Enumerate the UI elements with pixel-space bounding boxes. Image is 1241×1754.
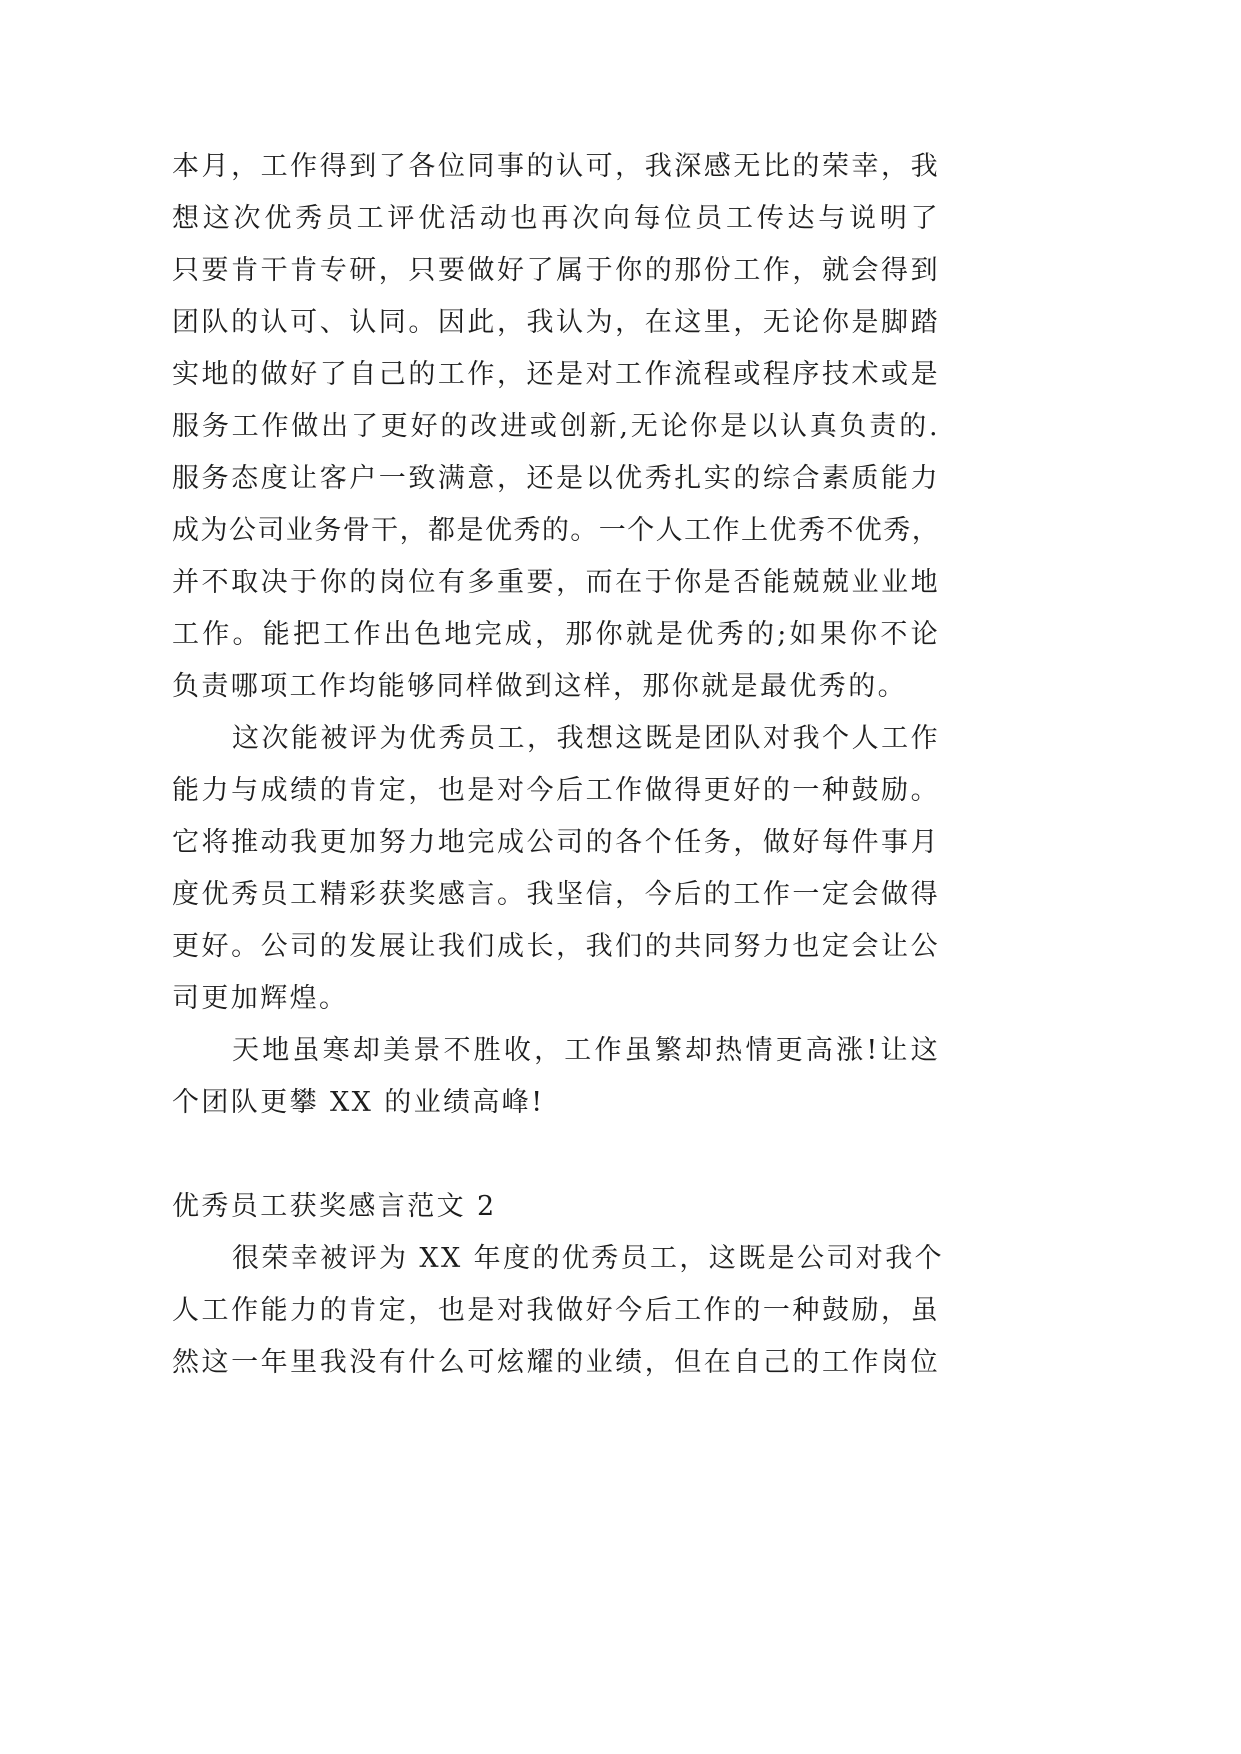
text-line: 本月，工作得到了各位同事的认可，我深感无比的荣幸，我 [172,151,940,182]
text-line: 天地虽寒却美景不胜收，工作虽繁却热情更高涨!让这 [232,1035,940,1066]
text-line: 团队的认可、认同。因此，我认为，在这里，无论你是脚踏 [172,307,940,338]
text-line: 想这次优秀员工评优活动也再次向每位员工传达与说明了 [172,203,940,234]
text-line: 很荣幸被评为 XX 年度的优秀员工，这既是公司对我个 [232,1243,945,1274]
paragraph [172,1233,945,1389]
text-line: 工作。能把工作出色地完成，那你就是优秀的;如果你不论 [172,619,940,650]
text-line: 这次能被评为优秀员工，我想这既是团队对我个人工作 [232,723,940,754]
text-line: 能力与成绩的肯定，也是对今后工作做得更好的一种鼓励。 [172,775,940,806]
text-line: 司更加辉煌。 [172,983,349,1014]
blank-line [172,1129,940,1181]
text-line: 实地的做好了自己的工作，还是对工作流程或程序技术或是 [172,359,940,390]
text-line: 它将推动我更加努力地完成公司的各个任务，做好每件事月 [172,827,940,858]
section-heading: 优秀员工获奖感言范文 2 [172,1191,497,1222]
document-body [172,141,945,1389]
text-line: 负责哪项工作均能够同样做到这样，那你就是最优秀的。 [172,671,907,702]
paragraph [172,713,940,1025]
text-line: 人工作能力的肯定，也是对我做好今后工作的一种鼓励，虽 [172,1295,940,1326]
text-line: 度优秀员工精彩获奖感言。我坚信，今后的工作一定会做得 [172,879,940,910]
text-line: 成为公司业务骨干，都是优秀的。一个人工作上优秀不优秀， [172,515,940,546]
text-line: 更好。公司的发展让我们成长，我们的共同努力也定会让公 [172,931,940,962]
paragraph [172,141,940,713]
text-line: 然这一年里我没有什么可炫耀的业绩，但在自己的工作岗位 [172,1347,940,1378]
text-line: 服务态度让客户一致满意，还是以优秀扎实的综合素质能力 [172,463,940,494]
text-line: 服务工作做出了更好的改进或创新,无论你是以认真负责的. [172,411,940,442]
text-line: 只要肯干肯专研，只要做好了属于你的那份工作，就会得到 [172,255,940,286]
text-line: 个团队更攀 XX 的业绩高峰! [172,1087,545,1118]
text-line: 并不取决于你的岗位有多重要，而在于你是否能兢兢业业地 [172,567,940,598]
paragraph [172,1025,940,1129]
